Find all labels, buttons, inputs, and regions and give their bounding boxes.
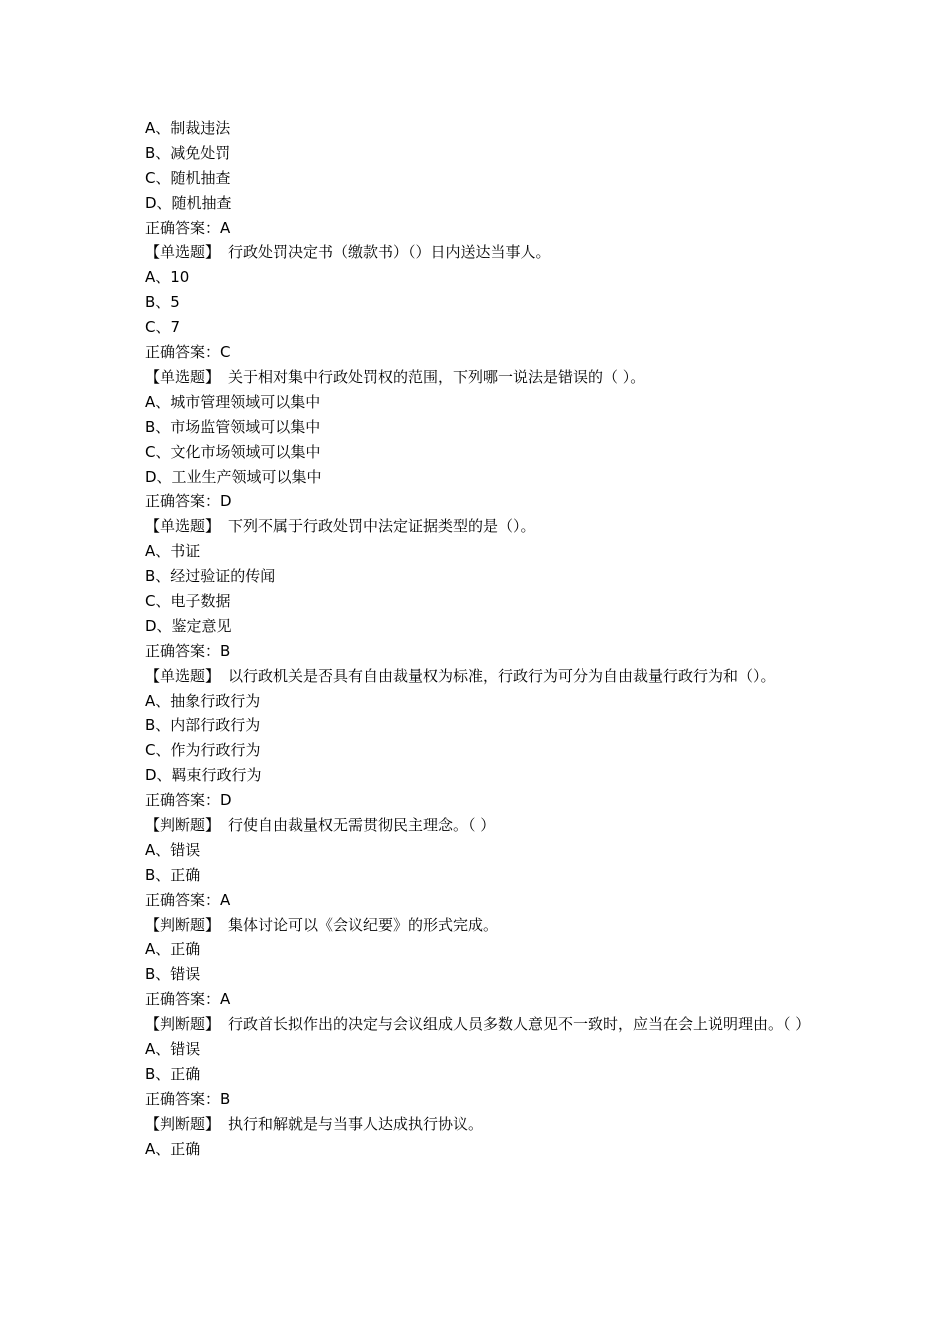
option-line: A、正确 [145,940,201,959]
answer-line: 正确答案：B [145,641,231,660]
question-line [145,365,811,390]
answer-line: 正确答案：A [145,990,231,1009]
option-line: B、减免处罚 [145,143,231,162]
option-line: A、错误 [145,840,201,859]
answer-line: 正确答案：B [145,1089,231,1108]
option-line: C、文化市场领域可以集中 [145,442,321,461]
question-line [145,813,811,838]
option-line: C、电子数据 [145,591,231,610]
question-text: 下列不属于行政处罚中法定证据类型的是（）。 [228,517,536,536]
option-line: C、7 [145,318,181,337]
question-type-tag: 【判断题】 [145,816,221,834]
question-line [145,240,811,265]
answer-line: 正确答案：D [145,492,232,511]
question-type-tag: 【单选题】 [145,243,221,262]
option-line: A、书证 [145,542,201,561]
question-type-tag: 【判断题】 [145,1114,221,1133]
question-text: 关于相对集中行政处罚权的范围，下列哪一说法是错误的（ ）。 [228,367,646,386]
option-line: B、错误 [145,965,201,984]
option-line: D、羁束行政行为 [145,766,262,785]
option-line: B、经过验证的传闻 [145,567,276,586]
question-text: 以行政机关是否具有自由裁量权为标准，行政行为可分为自由裁量行政行为和（）。 [228,666,776,685]
question-type-tag: 【单选题】 [145,517,221,536]
question-text: 执行和解就是与当事人达成执行协议。 [228,1114,484,1133]
option-line: A、城市管理领域可以集中 [145,392,321,411]
option-line: B、5 [145,293,180,312]
option-line: C、作为行政行为 [145,741,261,760]
question-type-tag: 【单选题】 [145,367,221,386]
question-text: 行政处罚决定书（缴款书）（）日内送达当事人。 [228,243,551,262]
option-line: B、正确 [145,865,201,884]
question-type-tag: 【单选题】 [145,666,221,685]
answer-line: 正确答案：D [145,791,232,810]
option-line: A、错误 [145,1040,201,1059]
question-line [145,1112,811,1137]
answer-line: 正确答案：A [145,218,231,237]
question-line [145,664,811,689]
option-line: A、制裁违法 [145,119,231,137]
question-type-tag: 【判断题】 [145,1015,221,1034]
option-line: C、随机抽查 [145,168,231,187]
question-line [145,913,811,938]
option-line: D、鉴定意见 [145,616,232,635]
answer-line: 正确答案：A [145,890,231,909]
option-line: A、抽象行政行为 [145,691,261,710]
quiz-content [145,116,811,1162]
option-line: B、正确 [145,1064,201,1083]
option-line: D、工业生产领域可以集中 [145,467,322,486]
answer-line: 正确答案：C [145,343,231,362]
question-type-tag: 【判断题】 [145,915,221,934]
question-text: 行使自由裁量权无需贯彻民主理念。（ ） [228,816,496,834]
question-text: 行政首长拟作出的决定与会议组成人员多数人意见不一致时，应当在会上说明理由。（ ） [228,1015,811,1034]
option-line: B、内部行政行为 [145,716,261,735]
option-line: D、随机抽查 [145,193,232,212]
question-text: 集体讨论可以《会议纪要》的形式完成。 [228,915,499,934]
option-line: B、市场监管领域可以集中 [145,417,321,436]
option-line: A、正确 [145,1139,201,1158]
option-line: A、10 [145,268,190,287]
question-line [145,1012,811,1037]
question-line [145,514,811,539]
